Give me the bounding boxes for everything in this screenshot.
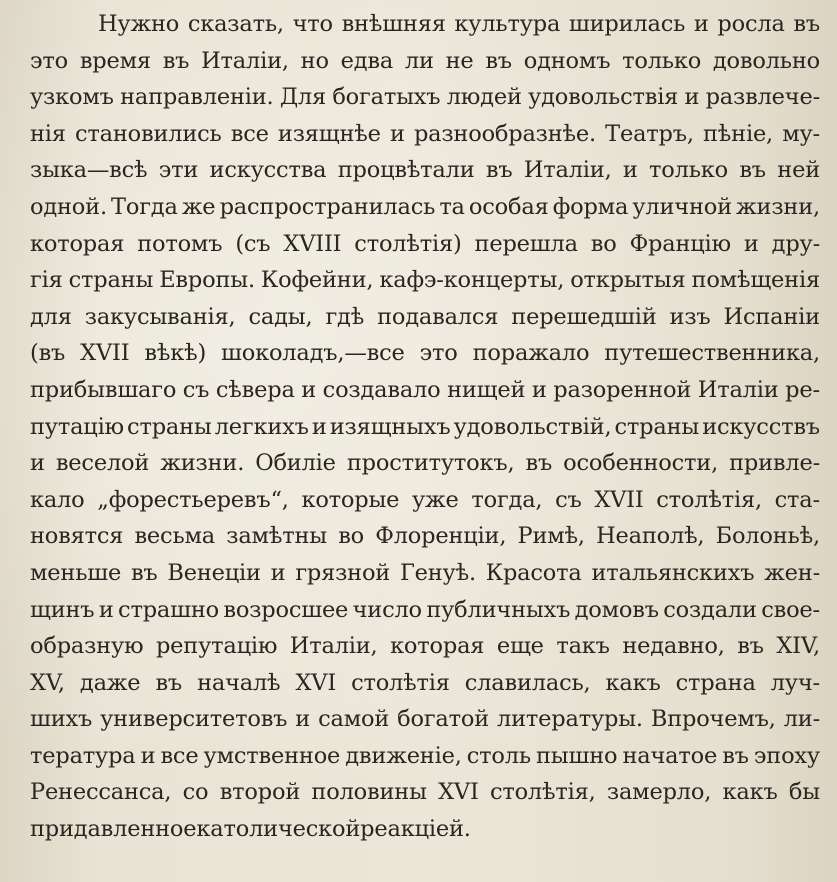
- text-line: шихъ университетовъ и самой богатой литературы. Впрочемъ, ли-: [30, 706, 820, 733]
- text-line: кало „форестьеревъ“, которые уже тогда, съ XVII столѣтія, ста-: [30, 486, 820, 513]
- text-line: XV, даже въ началѣ XVI столѣтія славилась, какъ страна луч-: [30, 669, 820, 696]
- text-line: и веселой жизни. Обиліе проститутокъ, въ особенности, привле-: [30, 450, 820, 477]
- text-line: для закусыванія, сады, гдѣ подавался перешедшій изъ Испаніи: [30, 303, 820, 330]
- text-line: меньше въ Венеціи и грязной Генуѣ. Красота итальянскихъ жен-: [30, 559, 820, 586]
- text-line: зыка—всѣ эти искусства процвѣтали въ Италіи, и только въ ней: [30, 157, 820, 184]
- text-line: путацію страны легкихъ и изящныхъ удовольствій, страны искусствъ: [30, 413, 820, 440]
- text-line: гія страны Европы. Кофейни, кафэ-концерты, открытыя помѣщенія: [30, 267, 820, 294]
- text-line: нія становились все изящнѣе и разнообразнѣе. Театръ, пѣніе, му-: [30, 120, 820, 147]
- text-line: щинъ и страшно возросшее число публичныхъ домовъ создали свое-: [30, 596, 820, 623]
- text-line: тература и все умственное движеніе, столь пышно начатое въ эпоху: [30, 742, 820, 769]
- text-line: Нужно сказать, что внѣшняя культура ширилась и росла въ: [98, 11, 820, 37]
- text-line: одной. Тогда же распространилась та особая форма уличной жизни,: [30, 193, 820, 220]
- text-line: это время въ Италіи, но едва ли не въ одномъ только довольно: [30, 47, 820, 74]
- text-line: прибывшаго съ сѣвера и создавало нищей и разоренной Италіи ре-: [30, 376, 820, 403]
- text-line: Ренессанса, со второй половины XVI столѣтія, замерло, какъ бы: [30, 779, 820, 806]
- text-line: которая потомъ (съ XVIII столѣтія) перешла во Францію и дру-: [30, 230, 820, 257]
- text-line: (въ XVII вѣкѣ) шоколадъ,—все это поражало путешественника,: [30, 340, 820, 367]
- body-paragraph: [30, 6, 820, 848]
- text-line: новятся весьма замѣтны во Флоренціи, Римѣ, Неаполѣ, Болоньѣ,: [30, 523, 820, 550]
- text-line: образную репутацію Италіи, которая еще такъ недавно, въ XIV,: [30, 633, 820, 660]
- text-line: узкомъ направленіи. Для богатыхъ людей удовольствія и развлече-: [30, 84, 820, 111]
- text-line: придавленное католической реакціей.: [30, 816, 471, 843]
